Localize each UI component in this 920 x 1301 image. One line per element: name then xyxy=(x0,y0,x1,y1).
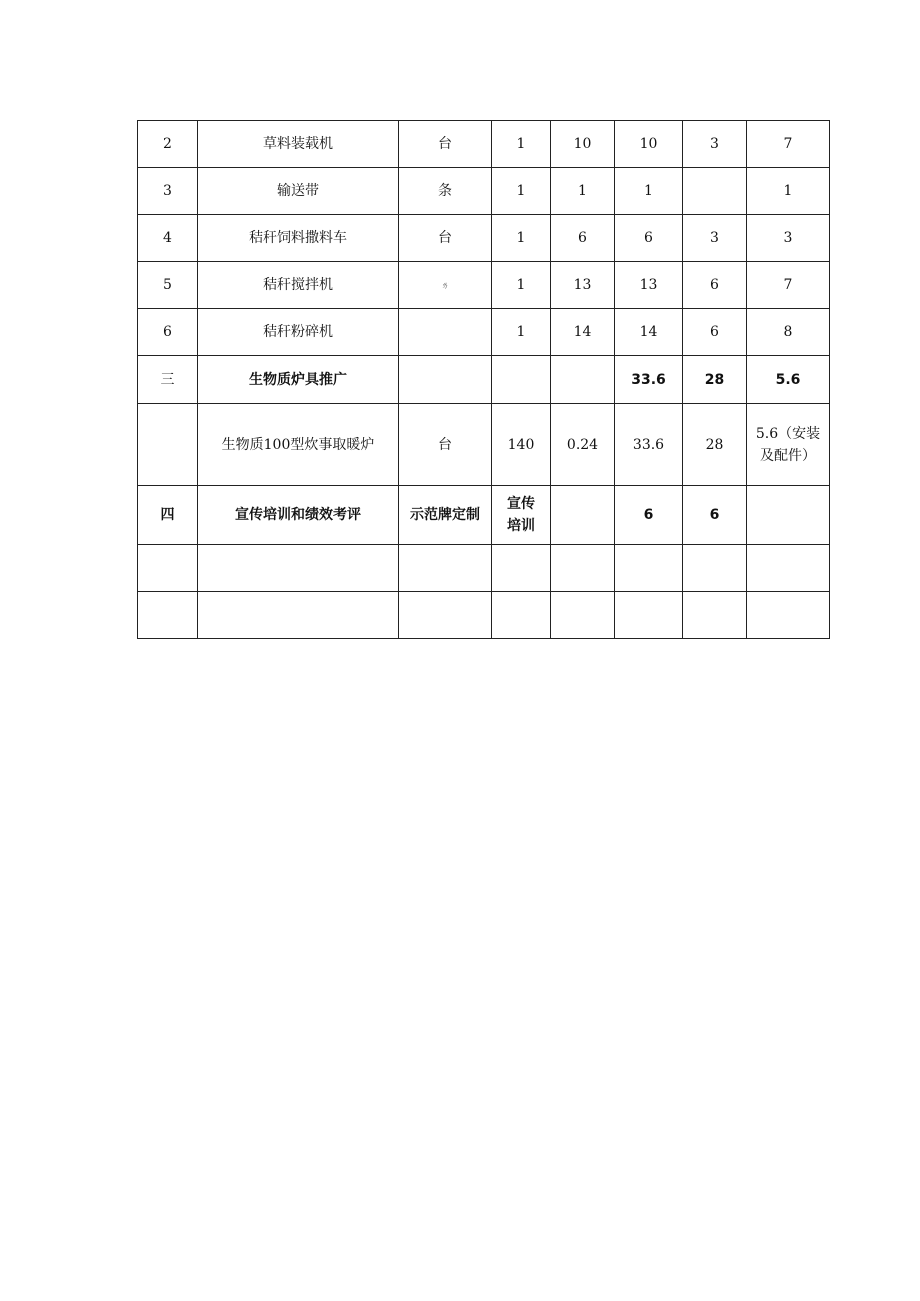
empty-cell xyxy=(492,545,551,592)
empty-cell xyxy=(747,545,830,592)
total-amount: 14 xyxy=(615,309,683,356)
quantity-line: 培训 xyxy=(507,518,535,534)
self-funded-line: 5.6（安装 xyxy=(755,425,821,442)
empty-cell xyxy=(198,592,399,639)
subsidy-amount: 3 xyxy=(683,215,747,262)
row-number xyxy=(138,404,198,486)
item-name: 秸秆粉碎机 xyxy=(198,309,399,356)
table-row xyxy=(138,262,830,309)
unit-price xyxy=(551,356,615,404)
section-title: 宣传培训和绩效考评 xyxy=(198,486,399,545)
empty-row xyxy=(138,592,830,639)
unit-price: 6 xyxy=(551,215,615,262)
total-amount: 13 xyxy=(615,262,683,309)
self-funded-amount xyxy=(747,404,830,486)
self-funded-amount: 1 xyxy=(747,168,830,215)
unit xyxy=(399,262,492,309)
section-row xyxy=(138,356,830,404)
quantity: 1 xyxy=(492,168,551,215)
unit-price: 10 xyxy=(551,121,615,168)
row-number: 2 xyxy=(138,121,198,168)
empty-cell xyxy=(747,592,830,639)
self-funded-amount: 3 xyxy=(747,215,830,262)
table-row xyxy=(138,404,830,486)
empty-cell xyxy=(492,592,551,639)
quantity: 1 xyxy=(492,215,551,262)
empty-cell xyxy=(683,592,747,639)
quantity: 1 xyxy=(492,309,551,356)
empty-row xyxy=(138,545,830,592)
empty-cell xyxy=(198,545,399,592)
unit: 台 xyxy=(399,404,492,486)
subsidy-amount: 6 xyxy=(683,486,747,545)
empty-cell xyxy=(683,545,747,592)
subsidy-amount: 3 xyxy=(683,121,747,168)
quantity xyxy=(492,356,551,404)
item-name: 生物质100型炊事取暖炉 xyxy=(198,404,399,486)
total-amount: 33.6 xyxy=(615,404,683,486)
self-funded-line: 及配件） xyxy=(760,447,816,464)
self-funded-amount: 7 xyxy=(747,262,830,309)
item-name: 秸秆搅拌机 xyxy=(198,262,399,309)
total-amount: 10 xyxy=(615,121,683,168)
quantity-line: 宣传 xyxy=(507,496,535,512)
unit xyxy=(399,356,492,404)
unit-price xyxy=(551,486,615,545)
subsidy-amount: 6 xyxy=(683,309,747,356)
total-amount: 6 xyxy=(615,486,683,545)
unit-price: 13 xyxy=(551,262,615,309)
item-name: 秸秆饲料撒料车 xyxy=(198,215,399,262)
row-number: 4 xyxy=(138,215,198,262)
item-name: 输送带 xyxy=(198,168,399,215)
empty-cell xyxy=(399,545,492,592)
table-row xyxy=(138,215,830,262)
self-funded-amount: 5.6 xyxy=(747,356,830,404)
section-title: 生物质炉具推广 xyxy=(198,356,399,404)
table-row xyxy=(138,309,830,356)
empty-cell xyxy=(551,545,615,592)
unit-price: 0.24 xyxy=(551,404,615,486)
section-number: 四 xyxy=(138,486,198,545)
total-amount: 33.6 xyxy=(615,356,683,404)
self-funded-amount xyxy=(747,486,830,545)
quantity: 1 xyxy=(492,262,551,309)
total-amount: 1 xyxy=(615,168,683,215)
section-row xyxy=(138,486,830,545)
empty-cell xyxy=(615,592,683,639)
empty-cell xyxy=(138,592,198,639)
item-name: 草料装载机 xyxy=(198,121,399,168)
subsidy-amount: 28 xyxy=(683,356,747,404)
subsidy-amount: 28 xyxy=(683,404,747,486)
unit-text: ㄌ xyxy=(441,281,449,290)
self-funded-amount: 8 xyxy=(747,309,830,356)
self-funded-amount: 7 xyxy=(747,121,830,168)
row-number: 5 xyxy=(138,262,198,309)
subsidy-amount xyxy=(683,168,747,215)
row-number: 6 xyxy=(138,309,198,356)
quantity: 140 xyxy=(492,404,551,486)
total-amount: 6 xyxy=(615,215,683,262)
budget-table xyxy=(137,120,830,639)
empty-cell xyxy=(399,592,492,639)
unit xyxy=(399,309,492,356)
unit-price: 1 xyxy=(551,168,615,215)
unit: 台 xyxy=(399,121,492,168)
empty-cell xyxy=(615,545,683,592)
quantity: 1 xyxy=(492,121,551,168)
unit-price: 14 xyxy=(551,309,615,356)
table-row xyxy=(138,121,830,168)
section-number: 三 xyxy=(138,356,198,404)
table-row xyxy=(138,168,830,215)
unit: 条 xyxy=(399,168,492,215)
unit: 示范牌定制 xyxy=(399,486,492,545)
quantity xyxy=(492,486,551,545)
row-number: 3 xyxy=(138,168,198,215)
subsidy-amount: 6 xyxy=(683,262,747,309)
empty-cell xyxy=(551,592,615,639)
empty-cell xyxy=(138,545,198,592)
unit: 台 xyxy=(399,215,492,262)
